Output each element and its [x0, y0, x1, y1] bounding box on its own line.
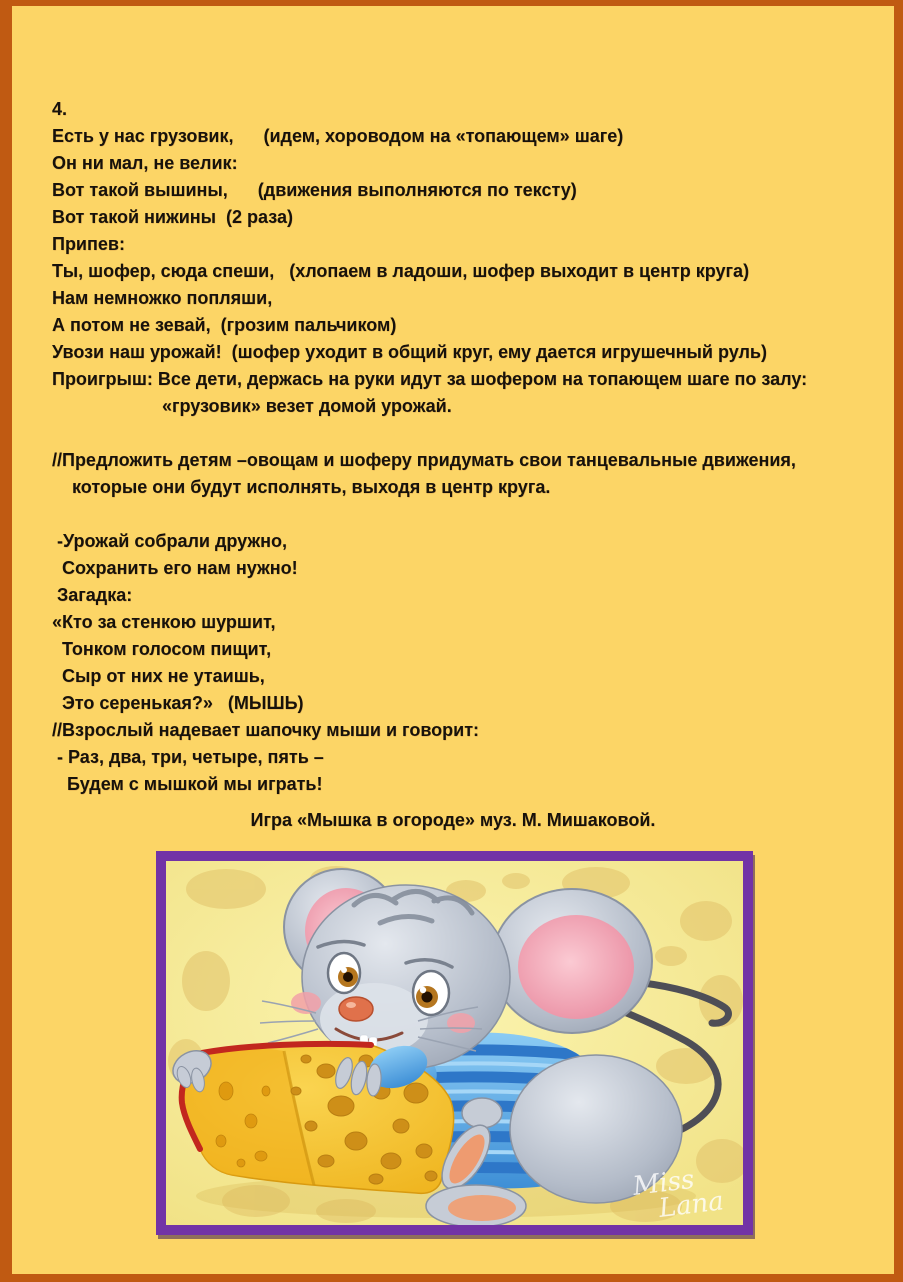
- text-line: [52, 501, 882, 528]
- text-line: Сыр от них не утаишь,: [52, 666, 265, 686]
- text-line: «Кто за стенкою шуршит,: [52, 612, 276, 632]
- text-line: Ты, шофер, сюда спеши, (хлопаем в ладоши, шофер выходит в центр круга): [52, 261, 750, 281]
- text-line: Припев:: [52, 234, 125, 254]
- text-line: «грузовик» везет домой урожай.: [52, 396, 452, 416]
- text-line: [52, 420, 882, 447]
- game-title: Игра «Мышка в огороде» муз. М. Мишаковой.: [250, 810, 656, 830]
- text-line: Нам немножко попляши,: [52, 288, 273, 308]
- svg-text:Lana: Lana: [657, 1186, 726, 1224]
- text-line: Это серенькая?» (МЫШЬ): [52, 693, 304, 713]
- illustration-frame: [156, 851, 753, 1235]
- song-text-block: [52, 96, 882, 798]
- text-line: - Раз, два, три, четыре, пять –: [52, 747, 324, 767]
- text-line: Сохранить его нам нужно!: [52, 558, 298, 578]
- svg-text:Miss: Miss: [631, 1164, 697, 1202]
- nose-highlight: [346, 1002, 356, 1008]
- text-line: -Урожай собрали дружно,: [52, 531, 287, 551]
- text-line: Вот такой нижины (2 раза): [52, 207, 293, 227]
- text-line: Загадка:: [52, 585, 133, 605]
- text-line: 4.: [52, 99, 68, 119]
- text-line: Тонком голосом пищит,: [52, 639, 272, 659]
- text-line: Он ни мал, не велик:: [52, 153, 238, 173]
- text-line: Будем с мышкой мы играть!: [52, 774, 323, 794]
- mouse-nose: [339, 997, 373, 1021]
- text-line: Есть у нас грузовик, (идем, хороводом на «топающем» шаге): [52, 126, 624, 146]
- text-line: //Предложить детям –овощам и шоферу придумать свои танцевальные движения,: [52, 450, 796, 470]
- text-line: Увози наш урожай! (шофер уходит в общий круг, ему дается игрушечный руль): [52, 342, 767, 362]
- text-line: Проигрыш: Все дети, держась на руки идут за шофером на топающем шаге по залу:: [52, 369, 808, 389]
- text-line: Вот такой вышины, (движения выполняются по тексту): [52, 180, 577, 200]
- text-line: которые они будут исполнять, выходя в центр круга.: [52, 477, 551, 497]
- text-line: //Взрослый надевает шапочку мыши и говорит:: [52, 720, 480, 740]
- text-line: А потом не зевай, (грозим пальчиком): [52, 315, 397, 335]
- cheek-blush-right: [447, 1013, 475, 1033]
- mouse-cheese-illustration: [166, 861, 743, 1225]
